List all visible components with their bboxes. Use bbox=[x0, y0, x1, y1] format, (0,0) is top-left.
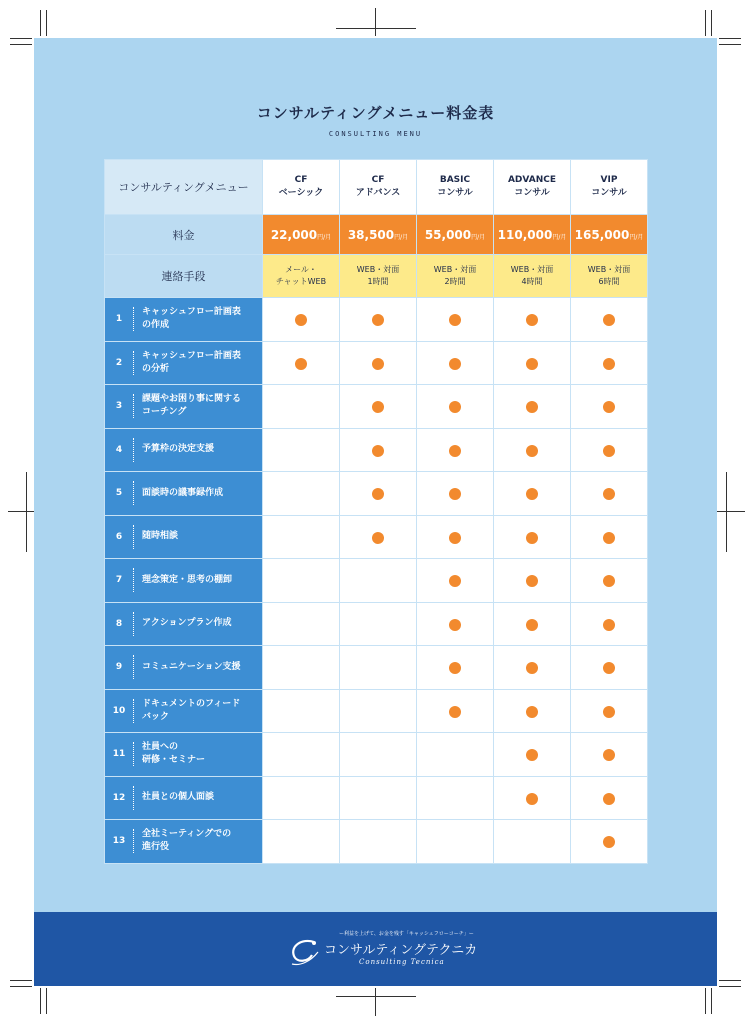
service-number: 8 bbox=[115, 618, 123, 629]
service-number: 9 bbox=[115, 662, 123, 673]
menu-header-cell: コンサルティングメニュー bbox=[105, 160, 263, 215]
contact-method: WEB・対面 bbox=[433, 265, 477, 274]
plan-inclusion-cell bbox=[417, 646, 494, 690]
crop-mark bbox=[46, 988, 47, 1014]
swirl-logo-icon bbox=[284, 936, 324, 972]
included-dot-icon bbox=[526, 619, 538, 631]
dotted-divider bbox=[133, 525, 134, 549]
plan-inclusion-cell bbox=[340, 428, 417, 472]
crop-mark bbox=[711, 988, 712, 1014]
included-dot-icon bbox=[526, 358, 538, 370]
service-number: 10 bbox=[112, 705, 126, 716]
included-dot-icon bbox=[449, 401, 461, 413]
included-dot-icon bbox=[449, 358, 461, 370]
price-cell bbox=[263, 215, 340, 255]
service-row bbox=[105, 602, 648, 646]
contact-detail: 4時間 bbox=[521, 277, 543, 286]
included-dot-icon bbox=[526, 706, 538, 718]
service-item-cell bbox=[105, 776, 263, 820]
included-dot-icon bbox=[603, 445, 615, 457]
plan-inclusion-cell bbox=[340, 385, 417, 429]
plan-inclusion-cell bbox=[263, 341, 340, 385]
dotted-divider bbox=[133, 612, 134, 636]
included-dot-icon bbox=[603, 662, 615, 674]
price-unit: 円/月 bbox=[629, 233, 644, 241]
plan-inclusion-cell bbox=[263, 820, 340, 864]
included-dot-icon bbox=[526, 445, 538, 457]
price-cell bbox=[571, 215, 648, 255]
contact-cell bbox=[571, 255, 648, 298]
contact-method: WEB・対面 bbox=[587, 265, 631, 274]
service-number: 3 bbox=[115, 401, 123, 412]
service-name-line1: キャッシュフロー計画表 bbox=[142, 350, 241, 361]
plan-inclusion-cell bbox=[494, 776, 571, 820]
plan-inclusion-cell bbox=[340, 733, 417, 777]
contact-detail: チャットWEB bbox=[275, 277, 327, 286]
service-name-line2: の分析 bbox=[142, 363, 170, 374]
plan-inclusion-cell bbox=[494, 646, 571, 690]
included-dot-icon bbox=[526, 314, 538, 326]
dotted-divider bbox=[133, 742, 134, 766]
service-name bbox=[142, 306, 241, 332]
contact-cell bbox=[263, 255, 340, 298]
plan-inclusion-cell bbox=[417, 776, 494, 820]
plan-inclusion-cell bbox=[417, 559, 494, 603]
plan-inclusion-cell bbox=[571, 820, 648, 864]
service-item-cell bbox=[105, 646, 263, 690]
contact-method: WEB・対面 bbox=[510, 265, 554, 274]
service-number: 5 bbox=[115, 488, 123, 499]
plan-inclusion-cell bbox=[571, 341, 648, 385]
dotted-divider bbox=[133, 351, 134, 375]
included-dot-icon bbox=[526, 793, 538, 805]
service-number: 11 bbox=[112, 749, 126, 760]
crop-mark bbox=[705, 988, 706, 1014]
price-label: 料金 bbox=[105, 215, 263, 255]
plan-inclusion-cell bbox=[340, 515, 417, 559]
crop-mark bbox=[705, 10, 706, 36]
dotted-divider bbox=[133, 481, 134, 505]
service-item-cell bbox=[105, 341, 263, 385]
service-number: 12 bbox=[112, 792, 126, 803]
plan-inclusion-cell bbox=[340, 341, 417, 385]
plan-inclusion-cell bbox=[263, 385, 340, 429]
service-name-line1: 随時相談 bbox=[142, 531, 179, 542]
contact-detail: 2時間 bbox=[444, 277, 466, 286]
service-name-line2: 研修・セミナー bbox=[142, 755, 206, 766]
crop-mark bbox=[40, 988, 41, 1014]
contact-cell bbox=[340, 255, 417, 298]
service-item-cell bbox=[105, 602, 263, 646]
service-row bbox=[105, 428, 648, 472]
service-row bbox=[105, 559, 648, 603]
plan-inclusion-cell bbox=[571, 733, 648, 777]
included-dot-icon bbox=[449, 575, 461, 587]
contact-cell bbox=[494, 255, 571, 298]
plan-header-cell bbox=[340, 160, 417, 215]
plan-inclusion-cell bbox=[340, 559, 417, 603]
plan-inclusion-cell bbox=[494, 341, 571, 385]
dotted-divider bbox=[133, 786, 134, 810]
plan-name: BASIC bbox=[439, 175, 471, 185]
included-dot-icon bbox=[372, 532, 384, 544]
service-name bbox=[142, 530, 178, 543]
service-name-line1: 予算枠の決定支援 bbox=[142, 444, 215, 455]
page-title: コンサルティングメニュー料金表 bbox=[256, 104, 495, 122]
service-row bbox=[105, 776, 648, 820]
plan-inclusion-cell bbox=[417, 602, 494, 646]
plan-inclusion-cell bbox=[571, 515, 648, 559]
dotted-divider bbox=[133, 699, 134, 723]
service-name-line1: アクションプラン作成 bbox=[142, 618, 232, 629]
footer-band bbox=[34, 912, 717, 986]
service-item-cell bbox=[105, 733, 263, 777]
included-dot-icon bbox=[603, 619, 615, 631]
included-dot-icon bbox=[372, 445, 384, 457]
crop-mark bbox=[719, 44, 741, 45]
included-dot-icon bbox=[603, 575, 615, 587]
service-name bbox=[142, 661, 240, 674]
brand-tagline: ー利益を上げて、お金を残す「キャッシュフローコーチ」ー bbox=[339, 931, 474, 937]
service-row bbox=[105, 298, 648, 342]
dotted-divider bbox=[133, 568, 134, 592]
plan-inclusion-cell bbox=[417, 385, 494, 429]
service-name bbox=[142, 741, 205, 767]
plan-inclusion-cell bbox=[571, 298, 648, 342]
included-dot-icon bbox=[449, 662, 461, 674]
service-name-line1: 社員への bbox=[142, 742, 179, 753]
included-dot-icon bbox=[526, 488, 538, 500]
crop-mark bbox=[336, 28, 416, 29]
plan-inclusion-cell bbox=[571, 602, 648, 646]
plan-inclusion-cell bbox=[340, 646, 417, 690]
dotted-divider bbox=[133, 394, 134, 418]
included-dot-icon bbox=[449, 619, 461, 631]
service-row bbox=[105, 689, 648, 733]
included-dot-icon bbox=[295, 358, 307, 370]
plan-inclusion-cell bbox=[340, 602, 417, 646]
price-table bbox=[104, 159, 648, 864]
service-item-cell bbox=[105, 515, 263, 559]
plan-inclusion-cell bbox=[571, 646, 648, 690]
price-sheet bbox=[34, 38, 717, 986]
plan-inclusion-cell bbox=[263, 298, 340, 342]
service-name bbox=[142, 698, 240, 724]
service-number: 6 bbox=[115, 531, 123, 542]
crop-mark bbox=[719, 980, 741, 981]
included-dot-icon bbox=[603, 793, 615, 805]
included-dot-icon bbox=[526, 575, 538, 587]
included-dot-icon bbox=[526, 662, 538, 674]
plan-sub: コンサル bbox=[514, 188, 550, 198]
included-dot-icon bbox=[526, 749, 538, 761]
price-value: 55,000 bbox=[424, 227, 472, 242]
service-name-line1: 課題やお困り事に関する bbox=[142, 394, 242, 405]
service-item-cell bbox=[105, 298, 263, 342]
included-dot-icon bbox=[603, 358, 615, 370]
plan-inclusion-cell bbox=[417, 428, 494, 472]
plan-inclusion-cell bbox=[340, 689, 417, 733]
service-name-line2: の作成 bbox=[142, 320, 170, 331]
dotted-divider bbox=[133, 307, 134, 331]
included-dot-icon bbox=[449, 532, 461, 544]
plan-inclusion-cell bbox=[263, 515, 340, 559]
plan-header-cell bbox=[571, 160, 648, 215]
plan-inclusion-cell bbox=[494, 689, 571, 733]
included-dot-icon bbox=[449, 445, 461, 457]
crop-mark bbox=[46, 10, 47, 36]
contact-cell bbox=[417, 255, 494, 298]
crop-mark bbox=[10, 980, 32, 981]
included-dot-icon bbox=[449, 488, 461, 500]
crop-mark bbox=[719, 986, 741, 987]
crop-mark bbox=[711, 10, 712, 36]
price-unit: 円/月 bbox=[471, 233, 486, 241]
service-name-line2: コーチング bbox=[142, 407, 187, 418]
crop-mark bbox=[40, 10, 41, 36]
service-name-line2: 進行役 bbox=[142, 842, 170, 853]
plan-inclusion-cell bbox=[417, 472, 494, 516]
plan-inclusion-cell bbox=[263, 472, 340, 516]
brand-logo bbox=[284, 926, 484, 976]
plan-inclusion-cell bbox=[340, 472, 417, 516]
plan-inclusion-cell bbox=[571, 385, 648, 429]
service-name bbox=[142, 393, 241, 419]
service-name bbox=[142, 443, 214, 456]
plan-inclusion-cell bbox=[340, 776, 417, 820]
plan-name: CF bbox=[371, 175, 385, 185]
price-value: 165,000 bbox=[574, 227, 630, 242]
plan-header-cell bbox=[263, 160, 340, 215]
included-dot-icon bbox=[603, 532, 615, 544]
service-name-line1: キャッシュフロー計画表 bbox=[142, 307, 241, 318]
plan-inclusion-cell bbox=[494, 385, 571, 429]
plan-inclusion-cell bbox=[417, 341, 494, 385]
service-row bbox=[105, 515, 648, 559]
service-item-cell bbox=[105, 428, 263, 472]
plan-inclusion-cell bbox=[263, 646, 340, 690]
price-cell bbox=[340, 215, 417, 255]
dotted-divider bbox=[133, 829, 134, 853]
crop-mark bbox=[726, 472, 727, 552]
plan-inclusion-cell bbox=[494, 733, 571, 777]
plan-inclusion-cell bbox=[571, 776, 648, 820]
price-unit: 円/月 bbox=[317, 233, 332, 241]
plan-inclusion-cell bbox=[417, 733, 494, 777]
included-dot-icon bbox=[603, 314, 615, 326]
service-name-line2: バック bbox=[142, 711, 170, 722]
plan-inclusion-cell bbox=[494, 820, 571, 864]
plan-sub: コンサル bbox=[591, 188, 627, 198]
crop-mark bbox=[375, 988, 376, 1016]
included-dot-icon bbox=[603, 401, 615, 413]
included-dot-icon bbox=[372, 358, 384, 370]
contact-detail: 1時間 bbox=[367, 277, 389, 286]
plan-name: ADVANCE bbox=[507, 175, 557, 185]
price-row bbox=[105, 215, 648, 255]
price-value: 22,000 bbox=[270, 227, 318, 242]
plan-inclusion-cell bbox=[494, 428, 571, 472]
service-row bbox=[105, 472, 648, 516]
plan-sub: コンサル bbox=[437, 188, 473, 198]
service-row bbox=[105, 646, 648, 690]
included-dot-icon bbox=[603, 749, 615, 761]
price-unit: 円/月 bbox=[552, 233, 567, 241]
service-name bbox=[142, 574, 232, 587]
service-item-cell bbox=[105, 472, 263, 516]
crop-mark bbox=[10, 44, 32, 45]
service-name bbox=[142, 791, 214, 804]
contact-row bbox=[105, 255, 648, 298]
included-dot-icon bbox=[603, 836, 615, 848]
included-dot-icon bbox=[372, 401, 384, 413]
plan-header-row bbox=[105, 160, 648, 215]
included-dot-icon bbox=[295, 314, 307, 326]
plan-inclusion-cell bbox=[571, 472, 648, 516]
included-dot-icon bbox=[372, 314, 384, 326]
service-name bbox=[142, 828, 231, 854]
service-name-line1: コミュニケーション支援 bbox=[142, 661, 241, 672]
plan-header-cell bbox=[494, 160, 571, 215]
plan-name: CF bbox=[294, 175, 308, 185]
service-row bbox=[105, 733, 648, 777]
plan-inclusion-cell bbox=[494, 472, 571, 516]
plan-inclusion-cell bbox=[417, 689, 494, 733]
service-row bbox=[105, 820, 648, 864]
service-name-line1: 全社ミーティングでの bbox=[142, 829, 232, 840]
page-subtitle: CONSULTING MENU bbox=[328, 130, 423, 138]
contact-label: 連絡手段 bbox=[105, 255, 263, 298]
included-dot-icon bbox=[603, 488, 615, 500]
plan-inclusion-cell bbox=[571, 559, 648, 603]
plan-inclusion-cell bbox=[340, 298, 417, 342]
plan-inclusion-cell bbox=[494, 602, 571, 646]
price-unit: 円/月 bbox=[394, 233, 409, 241]
plan-inclusion-cell bbox=[263, 559, 340, 603]
contact-method: メール・ bbox=[285, 265, 317, 274]
plan-inclusion-cell bbox=[571, 689, 648, 733]
plan-inclusion-cell bbox=[263, 733, 340, 777]
service-number: 1 bbox=[115, 314, 123, 325]
plan-inclusion-cell bbox=[340, 820, 417, 864]
service-name bbox=[142, 617, 232, 630]
service-item-cell bbox=[105, 689, 263, 733]
service-name-line1: 面談時の議事録作成 bbox=[142, 487, 224, 498]
service-item-cell bbox=[105, 820, 263, 864]
included-dot-icon bbox=[449, 314, 461, 326]
price-cell bbox=[417, 215, 494, 255]
service-name bbox=[142, 350, 241, 376]
crop-mark bbox=[8, 511, 36, 512]
brand-name-jp: コンサルティングテクニカ bbox=[324, 943, 478, 958]
service-name bbox=[142, 487, 223, 500]
dotted-divider bbox=[133, 438, 134, 462]
plan-inclusion-cell bbox=[263, 602, 340, 646]
service-item-cell bbox=[105, 559, 263, 603]
plan-inclusion-cell bbox=[494, 515, 571, 559]
crop-mark bbox=[10, 38, 32, 39]
plan-inclusion-cell bbox=[571, 428, 648, 472]
plan-name: VIP bbox=[600, 175, 618, 185]
service-row bbox=[105, 385, 648, 429]
crop-mark bbox=[10, 986, 32, 987]
service-item-cell bbox=[105, 385, 263, 429]
crop-mark bbox=[336, 996, 416, 997]
plan-inclusion-cell bbox=[263, 428, 340, 472]
service-number: 4 bbox=[115, 444, 123, 455]
plan-sub: アドバンス bbox=[355, 188, 401, 198]
service-name-line1: ドキュメントのフィード bbox=[142, 698, 241, 709]
service-name-line1: 理念策定・思考の棚卸 bbox=[142, 574, 233, 585]
plan-inclusion-cell bbox=[263, 689, 340, 733]
plan-header-cell bbox=[417, 160, 494, 215]
included-dot-icon bbox=[449, 706, 461, 718]
price-value: 38,500 bbox=[347, 227, 395, 242]
price-cell bbox=[494, 215, 571, 255]
included-dot-icon bbox=[526, 532, 538, 544]
service-number: 2 bbox=[115, 357, 123, 368]
plan-inclusion-cell bbox=[494, 298, 571, 342]
plan-inclusion-cell bbox=[494, 559, 571, 603]
included-dot-icon bbox=[603, 706, 615, 718]
service-number: 13 bbox=[112, 836, 126, 847]
crop-mark bbox=[717, 511, 745, 512]
crop-mark bbox=[719, 38, 741, 39]
plan-sub: ベーシック bbox=[278, 188, 324, 198]
contact-method: WEB・対面 bbox=[356, 265, 400, 274]
plan-inclusion-cell bbox=[417, 298, 494, 342]
brand-name-en: Consulting Tecnica bbox=[359, 958, 445, 966]
service-name-line1: 社員との個人面談 bbox=[142, 792, 215, 803]
crop-mark bbox=[26, 472, 27, 552]
price-value: 110,000 bbox=[497, 227, 553, 242]
included-dot-icon bbox=[372, 488, 384, 500]
contact-detail: 6時間 bbox=[598, 277, 620, 286]
plan-inclusion-cell bbox=[417, 515, 494, 559]
plan-inclusion-cell bbox=[417, 820, 494, 864]
dotted-divider bbox=[133, 655, 134, 679]
crop-mark bbox=[375, 8, 376, 36]
included-dot-icon bbox=[526, 401, 538, 413]
plan-inclusion-cell bbox=[263, 776, 340, 820]
service-row bbox=[105, 341, 648, 385]
service-number: 7 bbox=[115, 575, 123, 586]
